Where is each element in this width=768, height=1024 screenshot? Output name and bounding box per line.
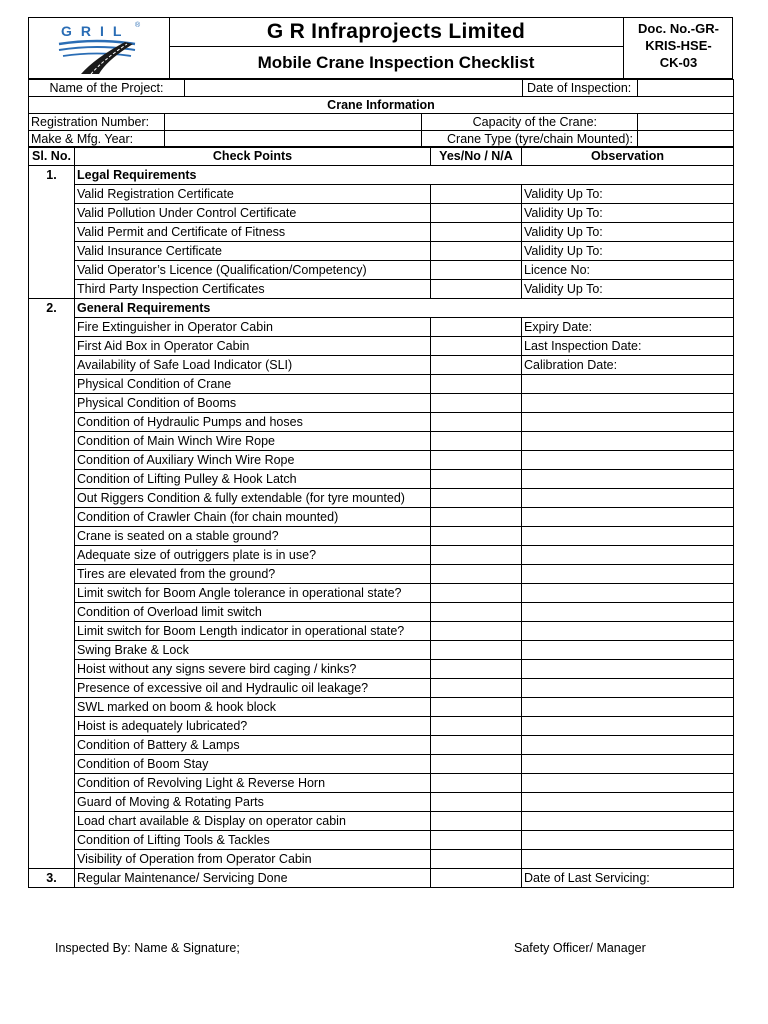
sl-no-cell — [29, 698, 75, 717]
check-point: Limit switch for Boom Angle tolerance in operational state? — [75, 584, 431, 603]
checklist-row — [29, 356, 734, 375]
inspection-date-label: Date of Inspection: — [523, 80, 638, 97]
checklist-row — [29, 755, 734, 774]
checklist-row — [29, 204, 734, 223]
sl-no-cell — [29, 546, 75, 565]
logo-registered-mark: ® — [135, 22, 141, 29]
yes-no-cell[interactable] — [431, 717, 522, 736]
project-label: Name of the Project: — [29, 80, 185, 97]
observation-cell[interactable] — [522, 527, 734, 546]
checklist-row — [29, 641, 734, 660]
observation-cell[interactable]: Licence No: — [522, 261, 734, 280]
sl-no-cell — [29, 850, 75, 869]
observation-cell[interactable] — [522, 451, 734, 470]
capacity-field[interactable] — [638, 114, 734, 131]
observation-cell[interactable] — [522, 432, 734, 451]
project-row — [29, 80, 734, 97]
doc-no-line: CK-03 — [659, 55, 698, 70]
crane-info-heading-row — [29, 97, 734, 114]
check-point: Swing Brake & Lock — [75, 641, 431, 660]
check-point: Condition of Boom Stay — [75, 755, 431, 774]
logo-text: GRIL — [61, 23, 131, 39]
observation-cell[interactable] — [522, 774, 734, 793]
sl-no-cell — [29, 375, 75, 394]
checklist-row — [29, 508, 734, 527]
check-point: Limit switch for Boom Length indicator in operational state? — [75, 622, 431, 641]
sl-no-cell — [29, 356, 75, 375]
observation-cell[interactable] — [522, 603, 734, 622]
check-point: Hoist without any signs severe bird caging / kinks? — [75, 660, 431, 679]
checklist-row — [29, 375, 734, 394]
observation-cell[interactable]: Expiry Date: — [522, 318, 734, 337]
sl-no-cell — [29, 755, 75, 774]
observation-cell[interactable] — [522, 489, 734, 508]
yes-no-cell[interactable] — [431, 337, 522, 356]
registration-field[interactable] — [165, 114, 422, 131]
yes-no-cell[interactable] — [431, 641, 522, 660]
observation-cell[interactable] — [522, 812, 734, 831]
doc-no-line: Doc. No.-GR- — [638, 21, 719, 36]
yes-no-cell[interactable] — [431, 869, 522, 888]
check-point: Condition of Crawler Chain (for chain mounted) — [75, 508, 431, 527]
document-title: Mobile Crane Inspection Checklist — [257, 53, 535, 72]
yes-no-cell[interactable] — [431, 432, 522, 451]
checklist-row — [29, 223, 734, 242]
company-logo — [29, 18, 169, 78]
yes-no-cell[interactable] — [431, 698, 522, 717]
check-point: Third Party Inspection Certificates — [75, 280, 431, 299]
check-point: Condition of Lifting Tools & Tackles — [75, 831, 431, 850]
logo-cell — [29, 18, 170, 78]
check-point: Physical Condition of Crane — [75, 375, 431, 394]
checklist-row — [29, 717, 734, 736]
yes-no-cell[interactable] — [431, 774, 522, 793]
checklist-row — [29, 736, 734, 755]
col-header-check-points: Check Points — [75, 147, 431, 166]
yes-no-cell[interactable] — [431, 261, 522, 280]
checklist-row — [29, 261, 734, 280]
section-row — [29, 166, 734, 185]
crane-info-heading: Crane Information — [29, 97, 734, 114]
check-point: Condition of Hydraulic Pumps and hoses — [75, 413, 431, 432]
yes-no-cell[interactable] — [431, 546, 522, 565]
check-point: Valid Insurance Certificate — [75, 242, 431, 261]
sl-no-cell: 3. — [29, 869, 75, 888]
checklist-header-row — [29, 147, 734, 166]
check-point: Availability of Safe Load Indicator (SLI) — [75, 356, 431, 375]
sl-no-cell — [29, 280, 75, 299]
yes-no-cell[interactable] — [431, 736, 522, 755]
observation-cell[interactable]: Date of Last Servicing: — [522, 869, 734, 888]
sl-no-cell — [29, 679, 75, 698]
check-point: Valid Operator’s Licence (Qualification/Competency) — [75, 261, 431, 280]
section-number: 1. — [29, 166, 75, 185]
observation-cell[interactable] — [522, 546, 734, 565]
sl-no-cell — [29, 603, 75, 622]
checklist-row — [29, 185, 734, 204]
yes-no-cell[interactable] — [431, 850, 522, 869]
yes-no-cell[interactable] — [431, 679, 522, 698]
checklist-row — [29, 451, 734, 470]
checklist-table — [28, 146, 734, 888]
observation-cell[interactable]: Validity Up To: — [522, 185, 734, 204]
yes-no-cell[interactable] — [431, 812, 522, 831]
observation-cell[interactable]: Validity Up To: — [522, 242, 734, 261]
observation-cell[interactable]: Validity Up To: — [522, 204, 734, 223]
inspected-by-label: Inspected By: Name & Signature; — [55, 941, 240, 955]
project-field[interactable] — [185, 80, 523, 97]
check-point: Condition of Revolving Light & Reverse Horn — [75, 774, 431, 793]
sl-no-cell — [29, 451, 75, 470]
yes-no-cell[interactable] — [431, 565, 522, 584]
check-point: Valid Permit and Certificate of Fitness — [75, 223, 431, 242]
yes-no-cell[interactable] — [431, 793, 522, 812]
observation-cell[interactable] — [522, 755, 734, 774]
sl-no-cell — [29, 774, 75, 793]
company-name: G R Infraprojects Limited — [169, 18, 623, 47]
observation-cell[interactable] — [522, 565, 734, 584]
crane-info-table — [28, 79, 734, 148]
observation-cell[interactable] — [522, 394, 734, 413]
sl-no-cell — [29, 185, 75, 204]
crane-type-label: Crane Type (tyre/chain Mounted): — [422, 131, 638, 148]
section-number: 2. — [29, 299, 75, 318]
check-point: Visibility of Operation from Operator Cabin — [75, 850, 431, 869]
checklist-row — [29, 850, 734, 869]
observation-cell[interactable] — [522, 736, 734, 755]
sl-no-cell — [29, 204, 75, 223]
make-field[interactable] — [165, 131, 422, 148]
checklist-row — [29, 660, 734, 679]
observation-cell[interactable] — [522, 698, 734, 717]
sl-no-cell — [29, 470, 75, 489]
sl-no-cell — [29, 432, 75, 451]
check-point: Fire Extinguisher in Operator Cabin — [75, 318, 431, 337]
checklist-row — [29, 413, 734, 432]
observation-cell[interactable] — [522, 413, 734, 432]
document-number — [625, 18, 732, 80]
yes-no-cell[interactable] — [431, 755, 522, 774]
yes-no-cell[interactable] — [431, 185, 522, 204]
check-point: Tires are elevated from the ground? — [75, 565, 431, 584]
doc-no-line: KRIS-HSE- — [645, 38, 712, 53]
check-point: Condition of Main Winch Wire Rope — [75, 432, 431, 451]
checklist-row — [29, 774, 734, 793]
inspection-date-field[interactable] — [638, 80, 734, 97]
registration-row — [29, 114, 734, 131]
checklist-row — [29, 394, 734, 413]
check-point: Adequate size of outriggers plate is in use? — [75, 546, 431, 565]
observation-cell[interactable] — [522, 831, 734, 850]
checklist-row — [29, 698, 734, 717]
check-point: Condition of Overload limit switch — [75, 603, 431, 622]
yes-no-cell[interactable] — [431, 204, 522, 223]
yes-no-cell[interactable] — [431, 375, 522, 394]
check-point: Regular Maintenance/ Servicing Done — [75, 869, 431, 888]
check-point: Crane is seated on a stable ground? — [75, 527, 431, 546]
observation-cell[interactable] — [522, 793, 734, 812]
sl-no-cell — [29, 812, 75, 831]
check-point: Valid Registration Certificate — [75, 185, 431, 204]
checklist-row — [29, 470, 734, 489]
yes-no-cell[interactable] — [431, 527, 522, 546]
yes-no-cell[interactable] — [431, 508, 522, 527]
observation-cell[interactable] — [522, 508, 734, 527]
col-header-yes-no: Yes/No / N/A — [431, 147, 522, 166]
checklist-row — [29, 584, 734, 603]
registration-label: Registration Number: — [29, 114, 165, 131]
check-point: Physical Condition of Booms — [75, 394, 431, 413]
checklist-row — [29, 337, 734, 356]
check-point: Condition of Lifting Pulley & Hook Latch — [75, 470, 431, 489]
section-title: General Requirements — [75, 299, 734, 318]
sl-no-cell — [29, 318, 75, 337]
sl-no-cell — [29, 223, 75, 242]
checklist-row — [29, 793, 734, 812]
checklist-row — [29, 546, 734, 565]
checklist-row — [29, 622, 734, 641]
yes-no-cell[interactable] — [431, 603, 522, 622]
yes-no-cell[interactable] — [431, 318, 522, 337]
check-point: Presence of excessive oil and Hydraulic oil leakage? — [75, 679, 431, 698]
checklist-row — [29, 565, 734, 584]
yes-no-cell[interactable] — [431, 394, 522, 413]
sl-no-cell — [29, 641, 75, 660]
make-label: Make & Mfg. Year: — [29, 131, 165, 148]
observation-cell[interactable] — [522, 622, 734, 641]
sl-no-cell — [29, 831, 75, 850]
yes-no-cell[interactable] — [431, 831, 522, 850]
checklist-row — [29, 812, 734, 831]
sl-no-cell — [29, 242, 75, 261]
sl-no-cell — [29, 527, 75, 546]
document-header — [28, 17, 733, 79]
col-header-observation: Observation — [522, 147, 734, 166]
sl-no-cell — [29, 660, 75, 679]
sl-no-cell — [29, 736, 75, 755]
check-point: Hoist is adequately lubricated? — [75, 717, 431, 736]
sl-no-cell — [29, 793, 75, 812]
yes-no-cell[interactable] — [431, 223, 522, 242]
checklist-row — [29, 603, 734, 622]
yes-no-cell[interactable] — [431, 470, 522, 489]
check-point: Condition of Auxiliary Winch Wire Rope — [75, 451, 431, 470]
yes-no-cell[interactable] — [431, 622, 522, 641]
checklist-row — [29, 527, 734, 546]
capacity-label: Capacity of the Crane: — [422, 114, 638, 131]
checklist-row — [29, 432, 734, 451]
observation-cell[interactable]: Validity Up To: — [522, 280, 734, 299]
observation-cell[interactable] — [522, 375, 734, 394]
yes-no-cell[interactable] — [431, 584, 522, 603]
observation-cell[interactable] — [522, 470, 734, 489]
observation-cell[interactable] — [522, 679, 734, 698]
observation-cell[interactable]: Calibration Date: — [522, 356, 734, 375]
section-row — [29, 299, 734, 318]
crane-type-field[interactable] — [638, 131, 734, 148]
observation-cell[interactable] — [522, 850, 734, 869]
checklist-row — [29, 679, 734, 698]
observation-cell[interactable]: Validity Up To: — [522, 223, 734, 242]
check-point: Condition of Battery & Lamps — [75, 736, 431, 755]
sl-no-cell — [29, 394, 75, 413]
sl-no-cell — [29, 337, 75, 356]
check-point: Guard of Moving & Rotating Parts — [75, 793, 431, 812]
observation-cell[interactable] — [522, 584, 734, 603]
sl-no-cell — [29, 622, 75, 641]
sl-no-cell — [29, 261, 75, 280]
observation-cell[interactable]: Last Inspection Date: — [522, 337, 734, 356]
observation-cell[interactable] — [522, 641, 734, 660]
checklist-row — [29, 318, 734, 337]
checklist-row — [29, 831, 734, 850]
safety-officer-label: Safety Officer/ Manager — [514, 941, 646, 955]
col-header-sl-no: Sl. No. — [29, 147, 75, 166]
yes-no-cell[interactable] — [431, 451, 522, 470]
check-point: Load chart available & Display on operator cabin — [75, 812, 431, 831]
checklist-row — [29, 869, 734, 888]
sl-no-cell — [29, 508, 75, 527]
title-cell — [169, 18, 624, 78]
yes-no-cell[interactable] — [431, 356, 522, 375]
checklist-row — [29, 280, 734, 299]
section-title: Legal Requirements — [75, 166, 734, 185]
yes-no-cell[interactable] — [431, 242, 522, 261]
yes-no-cell[interactable] — [431, 280, 522, 299]
yes-no-cell[interactable] — [431, 413, 522, 432]
observation-cell[interactable] — [522, 717, 734, 736]
yes-no-cell[interactable] — [431, 489, 522, 508]
sl-no-cell — [29, 717, 75, 736]
checklist-row — [29, 242, 734, 261]
observation-cell[interactable] — [522, 660, 734, 679]
sl-no-cell — [29, 489, 75, 508]
yes-no-cell[interactable] — [431, 660, 522, 679]
check-point: First Aid Box in Operator Cabin — [75, 337, 431, 356]
checklist-body — [29, 166, 734, 888]
check-point: Out Riggers Condition & fully extendable (for tyre mounted) — [75, 489, 431, 508]
make-row — [29, 131, 734, 148]
sl-no-cell — [29, 565, 75, 584]
sl-no-cell — [29, 413, 75, 432]
checklist-row — [29, 489, 734, 508]
sl-no-cell — [29, 584, 75, 603]
check-point: SWL marked on boom & hook block — [75, 698, 431, 717]
check-point: Valid Pollution Under Control Certificate — [75, 204, 431, 223]
